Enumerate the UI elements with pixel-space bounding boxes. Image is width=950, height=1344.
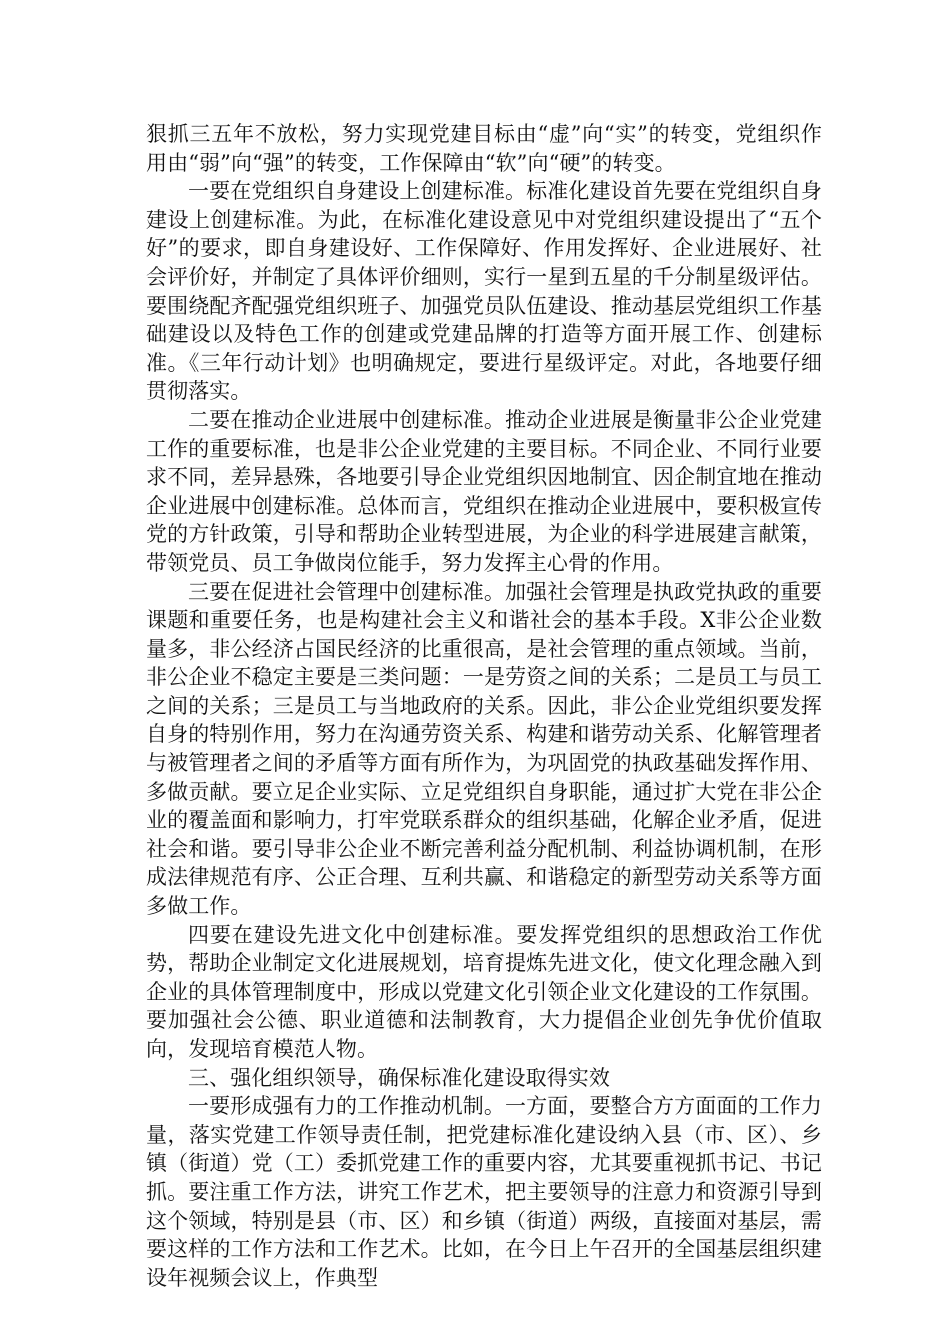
paragraph-work-mechanism: 一要形成强有力的工作推动机制。一方面，要整合方方面面的工作力量，落实党建工作领导责任制，把党建标准化建设纳入县（市、区）、乡镇（街道）党（工）委抓党建工作的重要内容，尤其要重视抓书记、书记抓。要注重工作方法，讲究工作艺术，把主要领导的注意力和资源引导到这个领域，特别是县（市、区）和乡镇（街道）两级，直接面对基层，需要这样的工作方法和工作艺术。比如，在今日上午召开的全国基层组织建设年视频会议上，作典型 — [146, 1094, 822, 1290]
paragraph-enterprise-development-standard: 二要在推动企业进展中创建标准。推动企业进展是衡量非公企业党建工作的重要标准，也是非公企业党建的主要目标。不同企业、不同行业要求不同，差异悬殊，各地要引导企业党组织因地制宜、因企制宜地在推动企业进展中创建标准。总体而言，党组织在推动企业进展中，要积极宣传党的方针政策，引导和帮助企业转型进展，为企业的科学进展建言献策，带领党员、员工争做岗位能手，努力发挥主心骨的作用。 — [146, 407, 822, 575]
paragraph-advanced-culture-standard: 四要在建设先进文化中创建标准。要发挥党组织的思想政治工作优势，帮助企业制定文化进展规划，培育提炼先进文化，使文化理念融入到企业的具体管理制度中，形成以党建文化引领企业文化建设的工作氛围。要加强社会公德、职业道德和法制教育，大力提倡企业创先争优价值取向，发现培育模范人物。 — [146, 922, 822, 1061]
section-heading-organization-leadership: 三、强化组织领导，确保标准化建设取得实效 — [188, 1065, 610, 1090]
paragraph-party-organization-standard: 一要在党组织自身建设上创建标准。标准化建设首先要在党组织自身建设上创建标准。为此，在标准化建设意见中对党组织建设提出了“五个好”的要求，即自身建设好、工作保障好、作用发挥好、企业进展好、社会评价好，并制定了具体评价细则，实行一星到五星的千分制星级评估。要围绕配齐配强党组织班子、加强党员队伍建设、推动基层党组织工作基础建设以及特色工作的创建或党建品牌的打造等方面开展工作、创建标准。《三年行动计划》也明确规定，要进行星级评定。对此，各地要仔细贯彻落实。 — [146, 179, 822, 404]
document-page — [146, 120, 822, 1292]
paragraph-continuation: 狠抓三五年不放松，努力实现党建目标由“虚”向“实”的转变，党组织作用由“弱”向“强”的转变，工作保障由“软”向“硬”的转变。 — [146, 122, 822, 175]
paragraph-social-management-standard: 三要在促进社会管理中创建标准。加强社会管理是执政党执政的重要课题和重要任务，也是构建社会主义和谐社会的基本手段。X非公企业数量多，非公经济占国民经济的比重很高，是社会管理的重点领域。当前，非公企业不稳定主要是三类问题：一是劳资之间的关系；二是员工与员工之间的关系；三是员工与当地政府的关系。因此，非公企业党组织要发挥自身的特别作用，努力在沟通劳资关系、构建和谐劳动关系、化解管理者与被管理者之间的矛盾等方面有所作为，为巩固党的执政基础发挥作用、多做贡献。要立足企业实际、立足党组织自身职能，通过扩大党在非公企业的覆盖面和影响力，打牢党联系群众的组织基础，化解企业矛盾，促进社会和谐。要引导非公企业不断完善利益分配机制、利益协调机制，在形成法律规范有序、公正合理、互利共赢、和谐稳定的新型劳动关系等方面多做工作。 — [146, 579, 822, 919]
